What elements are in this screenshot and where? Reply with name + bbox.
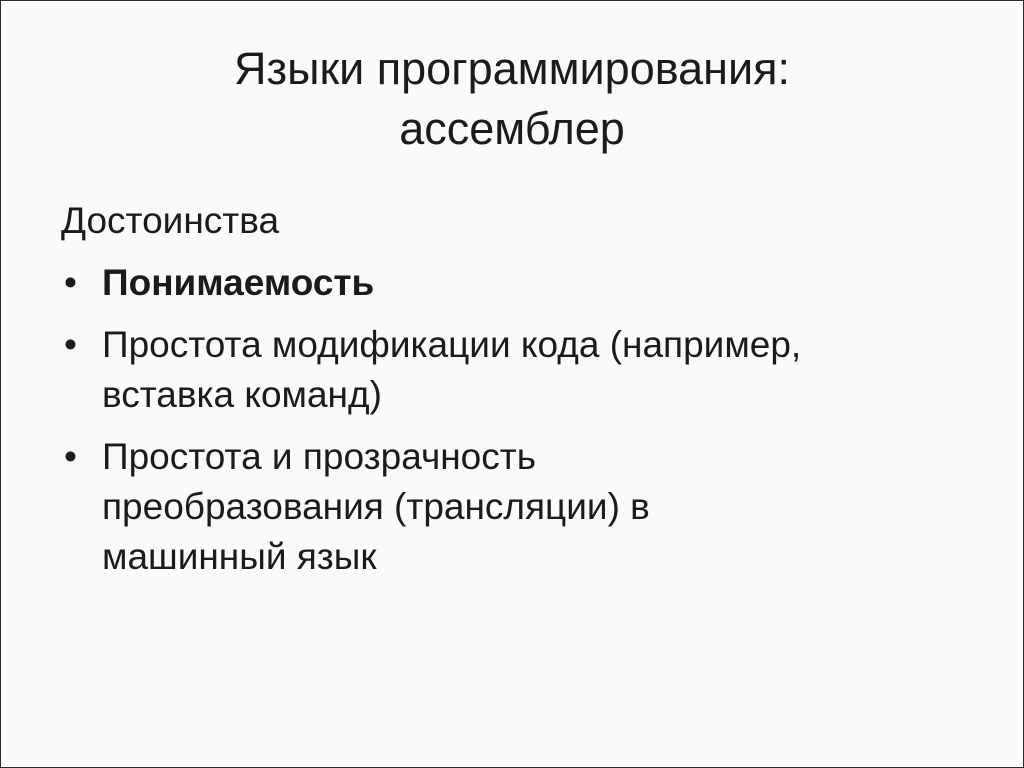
bullet-item-modification xyxy=(61,320,983,420)
slide-title-line-2: ассемблер xyxy=(399,103,625,154)
bullet-icon: • xyxy=(64,324,77,365)
bullet-text: Понимаемость xyxy=(102,262,375,303)
section-heading: Достоинства xyxy=(61,200,280,241)
bullet-text-line-2: вставка команд) xyxy=(102,374,382,415)
bullet-text-line-3: машинный язык xyxy=(102,536,377,577)
slide-body xyxy=(61,196,983,594)
slide-title-line-1: Языки программирования: xyxy=(233,43,791,94)
bullet-item-translation xyxy=(61,432,983,582)
bullet-list xyxy=(61,258,983,582)
bullet-icon: • xyxy=(64,436,77,477)
bullet-text-line-2: преобразования (трансляции) в xyxy=(102,486,650,527)
bullet-text-line-1: Простота модификации кода (например, xyxy=(102,324,802,365)
bullet-item-understandability xyxy=(61,258,983,308)
bullet-text-line-1: Простота и прозрачность xyxy=(102,436,536,477)
slide-title xyxy=(61,39,963,159)
bullet-icon: • xyxy=(64,262,77,303)
